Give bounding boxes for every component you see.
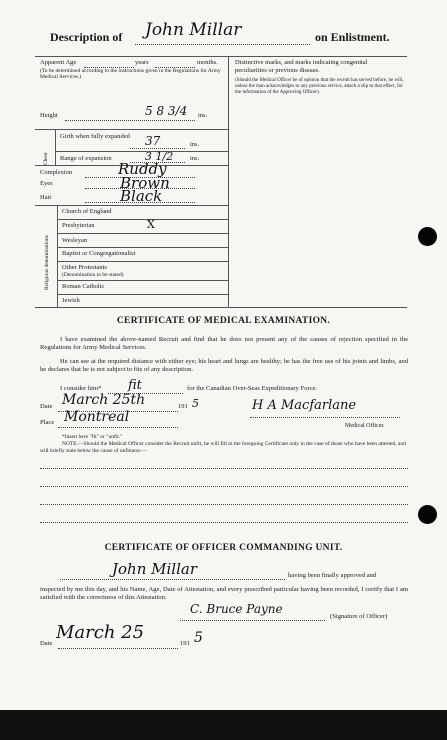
girth-ins-label: ins.	[190, 141, 200, 148]
hair-value: Black	[120, 187, 163, 205]
officer-name-dots	[60, 579, 285, 580]
chest-divider	[55, 129, 56, 165]
medical-place-value: Montreal	[64, 409, 130, 425]
range-ins-label: ins.	[190, 155, 200, 162]
religion-sep-4	[57, 261, 228, 262]
eyes-value: Brown	[120, 174, 170, 192]
consider-suffix: for the Canadian Over-Seas Expeditionary Force.	[187, 385, 318, 392]
religion-presbyterian: Presbyterian	[62, 222, 95, 229]
complexion-label: Complexion	[40, 169, 73, 176]
religion-block-top	[35, 205, 228, 206]
complexion-value: Ruddy	[118, 160, 167, 178]
unfit-line-2	[40, 486, 408, 487]
religion-church-of-england: Church of England	[62, 208, 112, 215]
officer-name-value: John Millar	[112, 560, 197, 578]
table-divider	[228, 56, 229, 308]
religion-sep-1	[57, 219, 228, 220]
punch-hole-top	[418, 227, 437, 246]
marks-note: (Should the Medical Officer be of opinion that the recruit has served before, he will, unless the man acknowledges to any previous service, attach a slip to that effect, for the information of the Approving Officer).	[235, 78, 404, 95]
scan-bottom-edge	[0, 710, 447, 740]
height-label: Height	[40, 112, 58, 119]
height-ins-label: ins.	[198, 112, 208, 119]
officer-approved-text: having been finally approved and	[288, 572, 377, 579]
consider-prefix: I consider him*	[60, 385, 102, 392]
months-label: months.	[197, 59, 218, 66]
insert-note: *Insert here "fit" or "unfit."	[62, 434, 123, 440]
name-underline	[135, 44, 310, 45]
title-prefix: Description of	[50, 30, 123, 44]
girth-dots	[130, 148, 185, 149]
consider-value: fit	[128, 378, 142, 393]
recruit-name: John Millar	[145, 20, 242, 40]
medical-heading: CERTIFICATE OF MEDICAL EXAMINATION.	[116, 316, 331, 326]
religious-label: Religious denominations	[44, 235, 50, 290]
religion-sep-2	[57, 233, 228, 234]
officer-date-dots	[58, 648, 178, 649]
officer-date-label: Date	[40, 640, 53, 647]
range-value: 3 1/2	[145, 150, 174, 163]
eyes-label: Eyes	[40, 180, 53, 187]
range-label: Range of expansion	[60, 155, 112, 162]
presbyterian-mark: X	[147, 218, 155, 231]
chest-label: Chest	[43, 152, 49, 165]
hair-label: Hair	[40, 194, 52, 201]
unfit-line-1	[40, 468, 408, 469]
officer-date-year: 191	[180, 640, 190, 647]
religion-other-protestants: Other Protestants	[62, 264, 107, 271]
medical-officer-label: Medical Officer.	[345, 423, 385, 429]
height-dots	[65, 120, 195, 121]
religion-sep-3	[57, 247, 228, 248]
officer-signature-dots	[180, 620, 325, 621]
religion-baptist: Baptist or Congregationalist	[62, 250, 136, 257]
table-top-border	[35, 56, 407, 57]
girth-value: 37	[145, 134, 161, 148]
years-label: years	[135, 59, 149, 66]
religion-denomination-note: (Denomination to be stated)	[62, 272, 124, 278]
medical-place-dots	[58, 427, 178, 428]
medical-signature-dots	[250, 417, 400, 418]
medical-date-value: March 25th	[62, 392, 146, 408]
marks-heading: Distinctive marks, and marks indicating congenital peculiarities or previous disease.	[235, 59, 368, 74]
medical-date-label: Date	[40, 403, 53, 410]
apparent-age-label: Apparent Age	[40, 59, 77, 66]
medical-date-year: 191	[178, 403, 188, 410]
officer-date-year-digit: 5	[194, 630, 203, 646]
girth-separator	[55, 151, 228, 152]
officer-date-value: March 25	[56, 622, 145, 643]
religion-roman-catholic: Roman Catholic	[62, 283, 105, 290]
chest-block-top	[35, 129, 228, 130]
table-bottom-border	[35, 307, 407, 308]
height-value: 5 8 3/4	[145, 104, 188, 118]
medical-date-year-digit: 5	[192, 397, 199, 410]
religion-sep-6	[57, 294, 228, 295]
religion-jewish: Jewish	[62, 297, 80, 304]
punch-hole-bottom	[418, 505, 437, 524]
officer-signature: C. Bruce Payne	[190, 602, 283, 616]
unfit-line-3	[40, 504, 408, 505]
unfit-line-4	[40, 522, 408, 523]
girth-label: Girth when fully expanded	[60, 133, 130, 140]
religion-divider	[57, 205, 58, 307]
medical-signature: H A Macfarlane	[252, 398, 357, 413]
officer-signature-label: (Signature of Officer)	[330, 613, 388, 620]
title-suffix: on Enlistment.	[315, 30, 390, 44]
religion-sep-5	[57, 280, 228, 281]
officer-heading: CERTIFICATE OF OFFICER COMMANDING UNIT.	[104, 543, 343, 553]
religion-wesleyan: Wesleyan	[62, 237, 88, 244]
officer-para: inspected by me this day, and his Name, Age, Date of Attestation, and every prescribed particular having been recorded, I certify that I am satisfied with the correctness of this Attestation.	[40, 586, 408, 601]
medical-footnote: NOTE.—Should the Medical Officer consider the Recruit unfit, he will fill in the foregoing Certificate only in the case of those who have been attested, and will briefly state below the cause of unfitness:—	[40, 441, 406, 454]
medical-para1: I have examined the above-named Recruit and find that he does not present any of the causes of rejection specified in the Regulations for Army Medical Services.	[40, 336, 408, 351]
medical-place-label: Place	[40, 419, 55, 426]
medical-para2: He can see at the required distance with either eye; his heart and lungs are healthy; he has the free use of his joints and limbs, and he declares that he is not subject to fits of any description.	[40, 358, 408, 373]
age-note: (To be determined according to the instructions given in the Regulations for Army Medical Services.)	[40, 68, 221, 80]
